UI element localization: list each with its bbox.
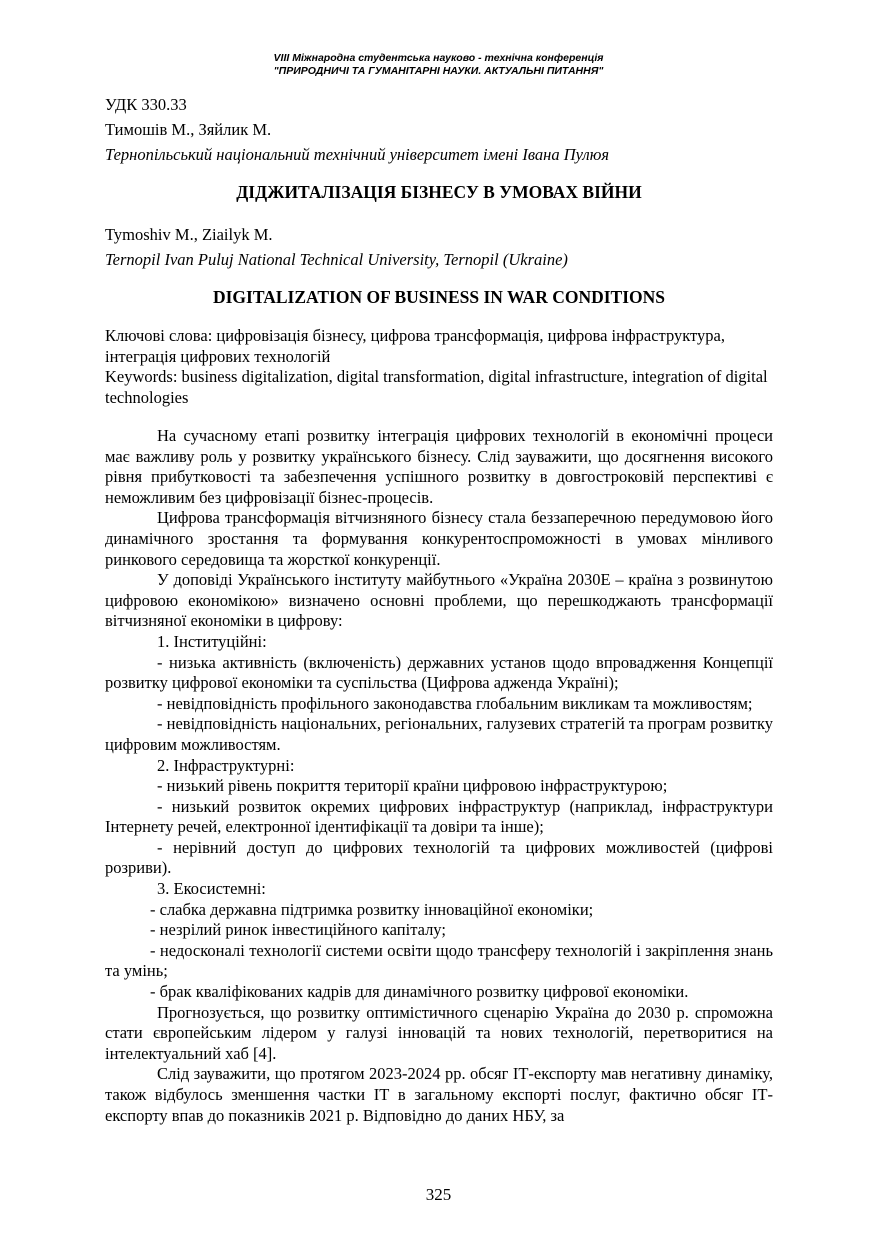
paragraph: - нерівний доступ до цифрових технологій та цифрових можливостей (цифрові розриви). [105,837,773,878]
conference-title: "ПРИРОДНИЧІ ТА ГУМАНІТАРНІ НАУКИ. АКТУАЛЬНІ ПИТАННЯ" [273,65,604,77]
body-text [105,426,773,1126]
paragraph: - низький розвиток окремих цифрових інфраструктур (наприклад, інфраструктури Інтернету речей, електронної ідентифікації та довіри та інше); [105,796,773,837]
paragraph: 1. Інституційні: [157,631,267,651]
udk-code: УДК 330.33 [105,95,187,114]
paragraph: 2. Інфраструктурні: [157,755,295,775]
keywords-ua: Ключові слова: цифровізація бізнесу, цифрова трансформація, цифрова інфраструктура, інтеграція цифрових технологій [105,326,725,366]
paragraph: У доповіді Українського інституту майбутнього «Україна 2030Е – країна з розвинутою цифровою економікою» визначено основні проблеми, що перешкоджають трансформації вітчизняної економіки в цифрову: [105,570,773,631]
affiliation-ua: Тернопільський національний технічний університет імені Івана Пулюя [105,145,610,164]
page-number: 325 [425,1185,452,1204]
paragraph: На сучасному етапі розвитку інтеграція цифрових технологій в економічні процеси має важливу роль у розвитку українського бізнесу. Слід зауважити, що досягнення високого рівня прибутковості та забезпечення успішного розвитку в довгостроковій перспективі є неможливим без цифровізації бізнес-процесів. [105,426,773,507]
running-header [0,52,877,78]
paragraph: - брак кваліфікованих кадрів для динамічного розвитку цифрової економіки. [150,982,689,1002]
paragraph: - невідповідність національних, регіональних, галузевих стратегій та програм розвитку цифровим можливостям. [105,714,773,754]
paper-title-ua: ДІДЖИТАЛІЗАЦІЯ БІЗНЕСУ В УМОВАХ ВІЙНИ [236,182,642,202]
paragraph: Цифрова трансформація вітчизняного бізнесу стала беззаперечною передумовою його динамічного зростання та формування конкурентоспроможності в умовах мінливого ринкового середовища та жорсткої конкуренції. [105,508,773,569]
paragraph: - низький рівень покриття території країни цифровою інфраструктурою; [157,776,668,796]
paragraph: Слід зауважити, що протягом 2023-2024 рр. обсяг ІТ-експорту мав негативну динаміку, також відбулось зменшення частки ІТ в загальному експорті послуг, фактично обсяг ІТ-експорту впав до показників 2021 р. Відповідно до даних НБУ, за [105,1064,773,1125]
title-en-block [105,287,773,308]
conference-name: VIII Міжнародна студентська науково - технічна конференція [273,52,604,64]
paragraph: 3. Екосистемні: [157,879,266,899]
paragraph: - низька активність (включеність) державних установ щодо впровадження Концепції розвитку цифрової економіки та суспільства (Цифрова адженда Україні); [105,652,773,693]
keywords-en: Keywords: business digitalization, digital transformation, digital infrastructure, integration of digital technologies [105,367,768,407]
paragraph: - незрілий ринок інвестиційного капіталу; [150,920,446,940]
authors-ua: Тимошів М., Зяйлик М. [105,120,272,139]
keywords [105,326,773,408]
paper-meta-en [105,222,773,272]
paragraph: - невідповідність профільного законодавства глобальним викликам та можливостям; [157,693,753,713]
paragraph: Прогнозується, що розвитку оптимістичного сценарію Україна до 2030 р. спроможна стати європейським лідером у галузі інновацій та нових технологій, перетворитися на інтелектуальний хаб [4]. [105,1002,773,1063]
paper-title-en: DIGITALIZATION OF BUSINESS IN WAR CONDITIONS [212,287,666,307]
authors-en: Tymoshiv M., Ziailyk M. [105,225,273,244]
paragraph: - слабка державна підтримка розвитку інноваційної економіки; [150,899,594,919]
affiliation-en: Ternopil Ivan Puluj National Technical University, Ternopil (Ukraine) [105,250,568,269]
title-ua-block [105,182,773,203]
paper-meta-ua [105,92,773,167]
paragraph: - недосконалі технології системи освіти щодо трансферу технологій і закріплення знань та умінь; [105,940,773,981]
